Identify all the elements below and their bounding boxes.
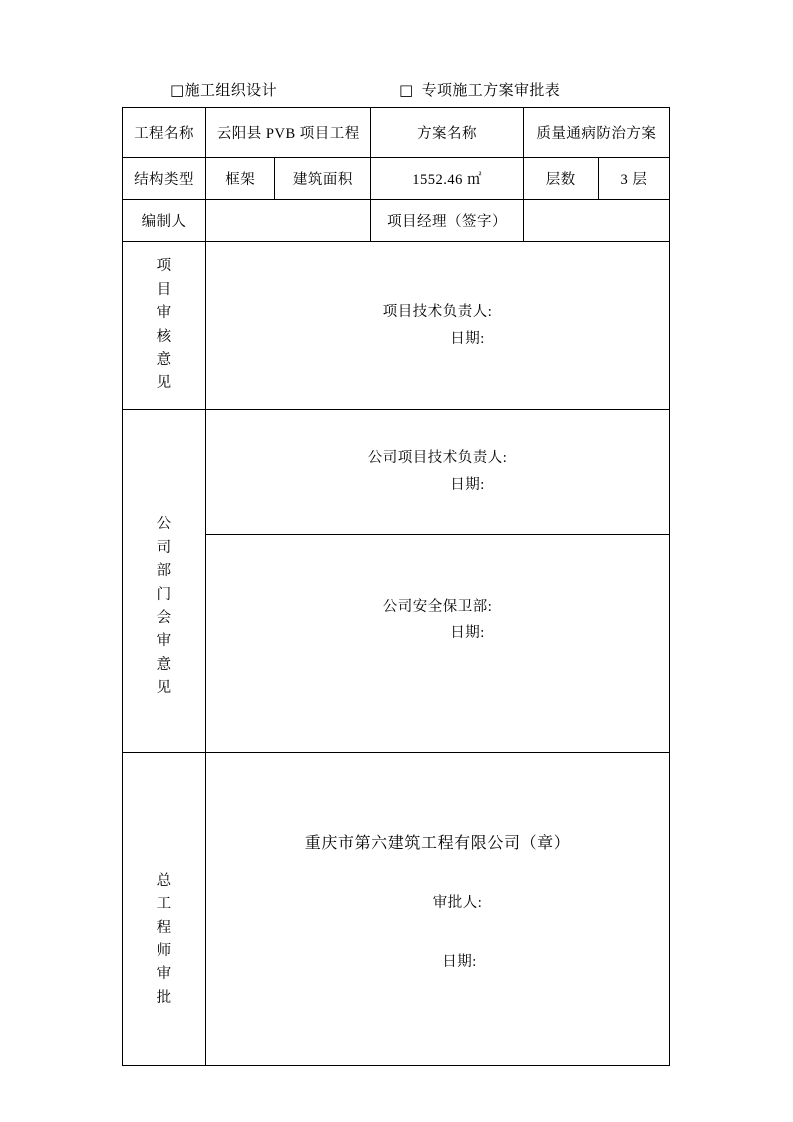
cell-company-security-body[interactable] xyxy=(206,534,670,752)
vertical-label-company-review xyxy=(123,513,205,701)
cell-building-area-label: 建筑面积 xyxy=(275,158,371,200)
cell-project-manager-value[interactable] xyxy=(523,200,669,242)
doc-type-option-special-plan[interactable] xyxy=(399,79,560,100)
cell-building-area-value[interactable]: 1552.46 ㎡ xyxy=(371,158,523,200)
vertical-char: 工 xyxy=(156,896,172,913)
checkbox-unchecked-icon[interactable]: □ xyxy=(170,80,185,99)
table-row-structure xyxy=(123,158,670,200)
vertical-char: 门 xyxy=(156,586,172,603)
vertical-char: 总 xyxy=(156,872,172,889)
cell-project-name-value[interactable]: 云阳县 PVB 项目工程 xyxy=(206,108,371,158)
vertical-label-project-review xyxy=(123,255,205,396)
vertical-char: 程 xyxy=(156,919,172,936)
chief-engineer-date-label: 日期: xyxy=(442,953,477,970)
company-tech-lead-label: 公司项目技术负责人: xyxy=(367,450,508,467)
doc-type-option-construction-org[interactable] xyxy=(170,79,277,100)
vertical-char: 会 xyxy=(156,610,172,626)
company-security-dept-label: 公司安全保卫部: xyxy=(382,598,493,615)
table-row-project-name xyxy=(123,108,670,158)
vertical-char: 部 xyxy=(156,563,172,580)
cell-compiler-label: 编制人 xyxy=(123,200,206,242)
cell-structure-type-label: 结构类型 xyxy=(123,158,206,200)
vertical-char: 司 xyxy=(156,539,172,556)
vertical-char: 师 xyxy=(156,943,172,959)
vertical-char: 意 xyxy=(156,351,172,368)
table-row-compiler xyxy=(123,200,670,242)
cell-company-review-vertical-label xyxy=(123,410,206,753)
project-tech-lead-label: 项目技术负责人: xyxy=(382,303,493,320)
approver-label: 审批人: xyxy=(432,894,483,911)
cell-plan-name-value[interactable]: 质量通病防治方案 xyxy=(523,108,669,158)
vertical-char: 见 xyxy=(156,375,172,392)
cell-project-manager-label: 项目经理（签字） xyxy=(371,200,523,242)
cell-project-review-vertical-label xyxy=(123,242,206,410)
table-row-company-review-1 xyxy=(123,410,670,535)
cell-floors-value[interactable]: 3 层 xyxy=(598,158,669,200)
doc-type-option-construction-org-label: 施工组织设计 xyxy=(184,82,277,99)
company-security-date-label: 日期: xyxy=(450,625,485,642)
table-row-chief-engineer xyxy=(123,753,670,1066)
vertical-char: 公 xyxy=(156,516,172,533)
cell-compiler-value[interactable] xyxy=(206,200,371,242)
vertical-char: 批 xyxy=(156,989,172,1006)
cell-plan-name-label: 方案名称 xyxy=(371,108,523,158)
project-review-date-label: 日期: xyxy=(450,330,485,347)
vertical-label-chief-engineer xyxy=(123,870,205,1011)
cell-chief-engineer-vertical-label xyxy=(123,753,206,1066)
cell-company-tech-lead-body[interactable] xyxy=(206,410,670,535)
company-tech-lead-signature-block xyxy=(206,445,669,499)
doc-type-option-special-plan-label: 专项施工方案审批表 xyxy=(421,82,561,99)
project-review-signature-block xyxy=(206,299,669,353)
cell-project-review-body[interactable] xyxy=(206,242,670,410)
vertical-char: 见 xyxy=(156,680,172,697)
table-row-project-review xyxy=(123,242,670,410)
cell-floors-label: 层数 xyxy=(523,158,598,200)
vertical-char: 审 xyxy=(156,305,172,322)
vertical-char: 目 xyxy=(156,281,172,298)
company-security-signature-block xyxy=(206,594,669,648)
approval-form-table xyxy=(122,107,670,1066)
cell-project-name-label: 工程名称 xyxy=(123,108,206,158)
vertical-char: 意 xyxy=(156,656,172,673)
company-tech-lead-date-label: 日期: xyxy=(450,476,485,493)
cell-chief-engineer-body[interactable] xyxy=(206,753,670,1066)
vertical-char: 审 xyxy=(156,966,172,983)
document-type-header xyxy=(122,74,670,104)
vertical-char: 审 xyxy=(156,633,172,650)
vertical-char: 项 xyxy=(156,258,172,275)
company-stamp-text: 重庆市第六建筑工程有限公司（章） xyxy=(304,834,571,852)
vertical-char: 核 xyxy=(156,328,172,345)
cell-structure-type-value[interactable]: 框架 xyxy=(206,158,275,200)
checkbox-unchecked-icon[interactable]: □ xyxy=(398,80,414,99)
